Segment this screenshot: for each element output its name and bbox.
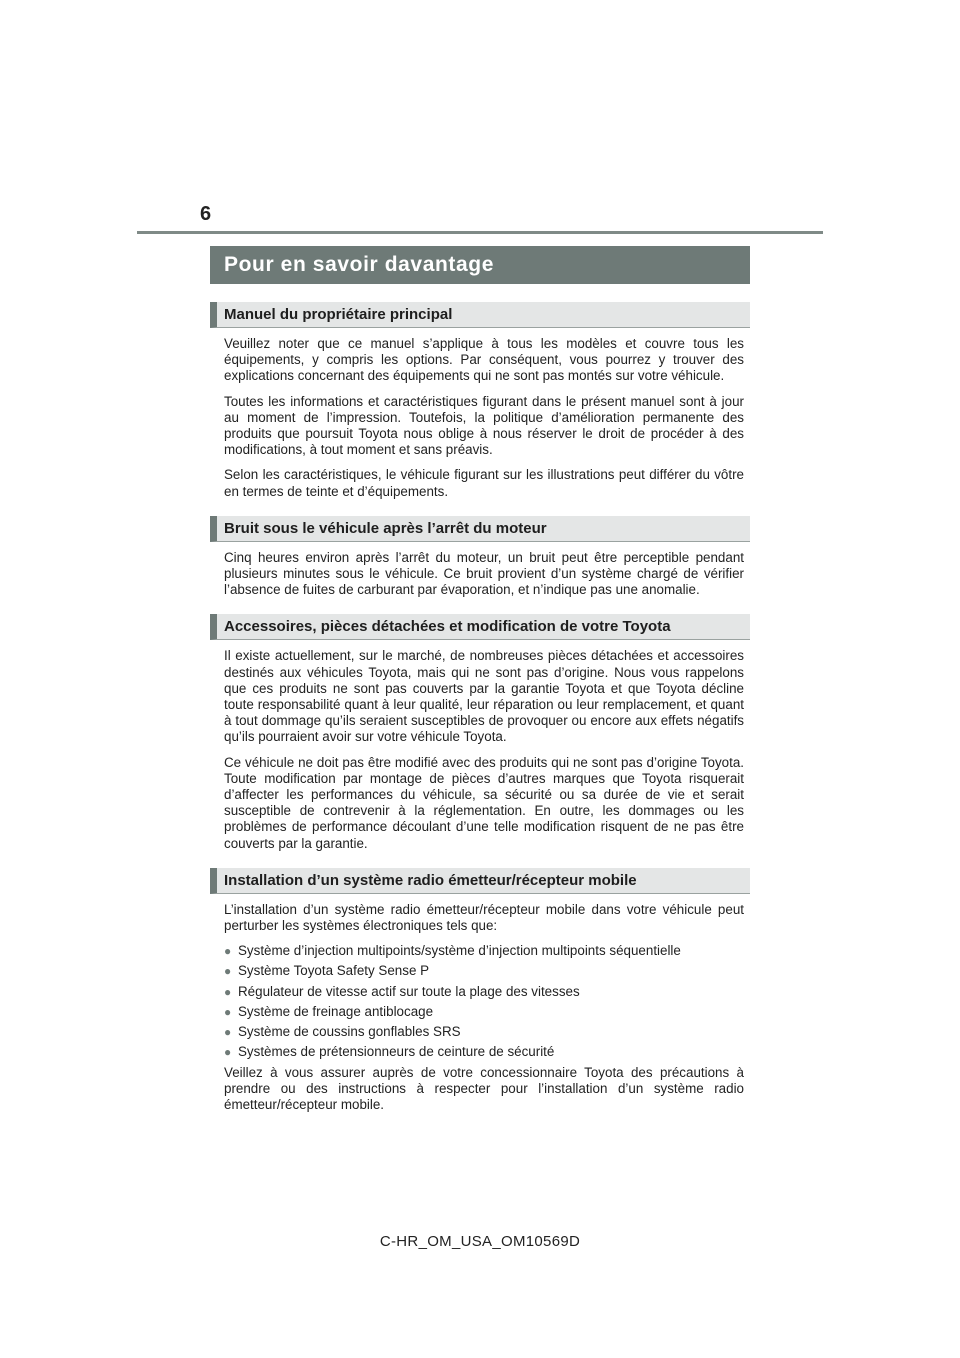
top-divider (137, 231, 823, 234)
section-heading-accessoires: Accessoires, pièces détachées et modification de votre Toyota (210, 614, 750, 640)
bullet-icon: ● (224, 1004, 232, 1019)
paragraph: Ce véhicule ne doit pas être modifié avec des produits qui ne sont pas d’origine Toyota. Toute modification par montage de pièces d’autres marques que Toyota risquerait d’affecter les performances du véhicule, sa sécurité ou sa durée de vie et serait susceptible de contrevenir à la réglementation. En outre, les dommages ou les problèmes de performance découlant d’une telle modification risquent de ne pas être couverts par la garantie. (224, 754, 744, 851)
page-title: Pour en savoir davantage (224, 253, 494, 276)
list-item-text: Système de coussins gonflables SRS (238, 1024, 461, 1040)
section-body-accessoires (210, 648, 750, 851)
bullet-icon: ● (224, 944, 232, 959)
list-item (224, 1044, 744, 1060)
paragraph: Veuillez noter que ce manuel s’applique à tous les modèles et couvre tous les équipements, y compris les options. Par conséquent, vous pourrez y trouver des explications concernant des équipements qui ne sont pas montés sur votre véhicule. (224, 336, 744, 384)
list-item-text: Régulateur de vitesse actif sur toute la plage des vitesses (238, 983, 580, 999)
list-item (224, 963, 744, 979)
paragraph: Cinq heures environ après l’arrêt du moteur, un bruit peut être perceptible pendant plusieurs minutes sous le véhicule. Ce bruit provient d’un système chargé de vérifier l’absence de fuites de carburant par évaporation, et n’indique pas une anomalie. (224, 549, 744, 598)
paragraph: Il existe actuellement, sur le marché, de nombreuses pièces détachées et accessoires destinés aux véhicules Toyota, mais qui ne sont pas d’origine. Nous vous rappelons que ces produits ne sont pas couverts par la garantie Toyota et que Toyota décline toute responsabilité quant à leur qualité, leur réparation ou leur remplacement, et quant à tout dommage qu’ils seraient susceptibles de provoquer ou encore aux effets négatifs qu’ils pourraient avoir sur votre véhicule Toyota. (224, 648, 744, 745)
list-item-text: Systèmes de prétensionneurs de ceinture de sécurité (238, 1044, 555, 1060)
section-body-installation (210, 902, 750, 1113)
paragraph: Toutes les informations et caractéristiques figurant dans le présent manuel sont à jour au moment de l’impression. Toutefois, la politique d’amélioration permanente des produits que poursuit Toyota nous oblige à nous réserver le droit de procéder à des modifications, à tout moment et sans préavis. (224, 393, 744, 458)
list-item-text: Système de freinage antiblocage (238, 1003, 434, 1019)
list-item-text: Système Toyota Safety Sense P (238, 963, 430, 979)
content (210, 302, 750, 1113)
paragraph: Veillez à vous assurer auprès de votre concessionnaire Toyota des précautions à prendre ou des instructions à respecter pour l’installation d’un système radio émetteur/récepteur mobile. (224, 1064, 744, 1112)
document-code: C-HR_OM_USA_OM10569D (379, 1233, 581, 1250)
bullet-icon: ● (224, 1025, 232, 1040)
list-item (224, 984, 744, 1000)
section-heading-manuel: Manuel du propriétaire principal (210, 302, 750, 328)
section-heading-bruit: Bruit sous le véhicule après l’arrêt du moteur (210, 516, 750, 542)
section-heading-installation: Installation d’un système radio émetteur/récepteur mobile (210, 868, 750, 894)
page-title-bar (210, 246, 750, 284)
section-body-bruit (210, 550, 750, 599)
bullet-icon: ● (224, 964, 232, 979)
list-item (224, 943, 744, 959)
list-item-text: Système d’injection multipoints/système d’injection multipoints séquentielle (238, 943, 681, 959)
paragraph: L’installation d’un système radio émetteur/récepteur mobile dans votre véhicule peut perturber les systèmes électroniques tels que: (224, 901, 744, 934)
list-item (224, 1004, 744, 1020)
list-item (224, 1024, 744, 1040)
bullet-icon: ● (224, 1045, 232, 1060)
paragraph: Selon les caractéristiques, le véhicule figurant sur les illustrations peut différer du vôtre en termes de teinte et d’équipements. (224, 467, 744, 499)
section-body-manuel (210, 336, 750, 500)
bullet-icon: ● (224, 984, 232, 999)
page-number: 6 (200, 203, 212, 225)
